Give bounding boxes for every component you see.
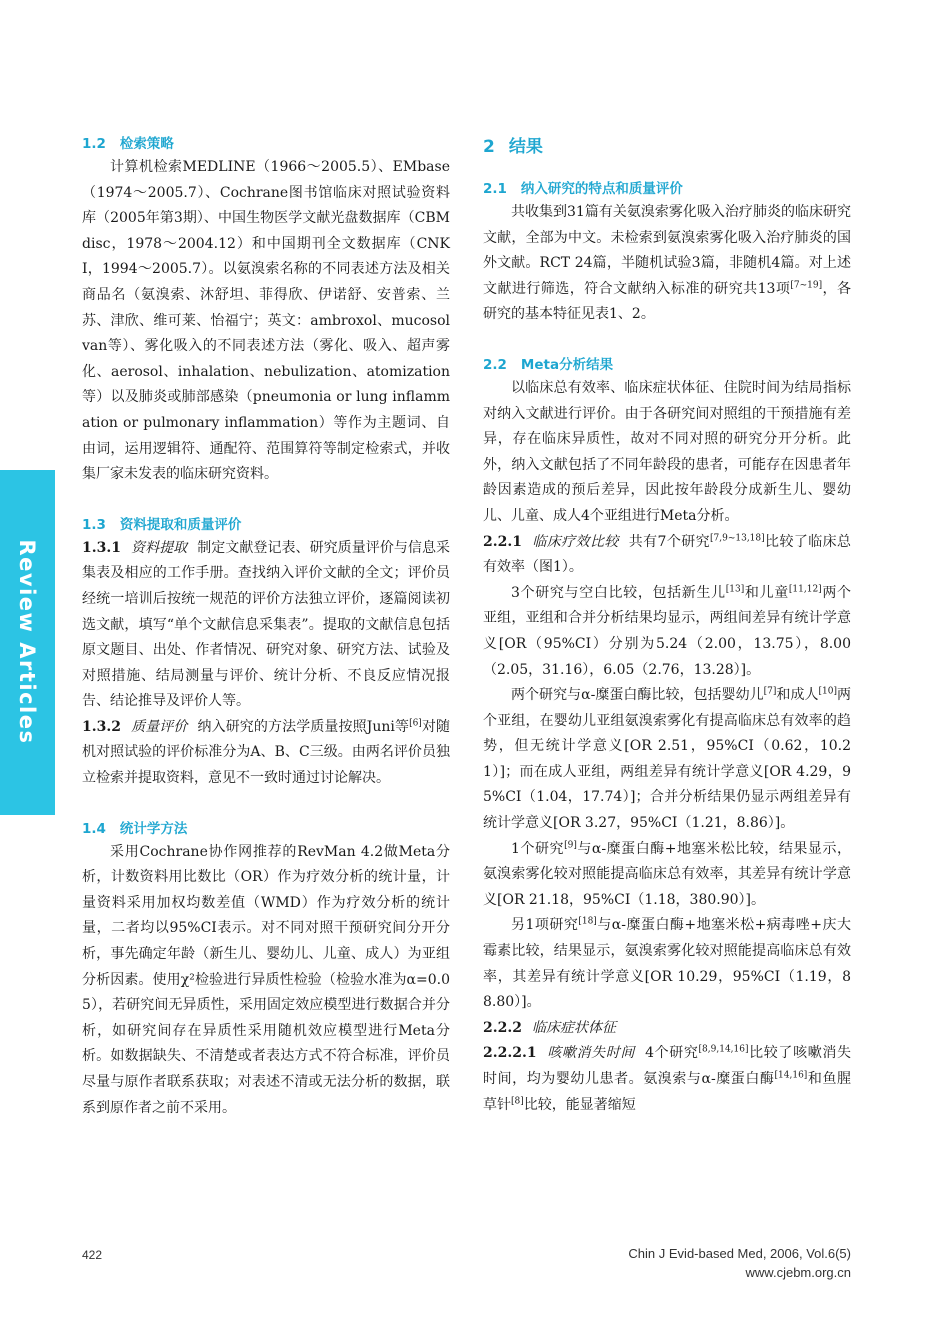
page-number: 422: [82, 1248, 103, 1262]
paragraph-clinical-efficacy: 2.2.1 临床疗效比较 共有7个研究[7,9~13,18]比较了临床总有效率（图1）。: [483, 532, 852, 576]
paragraph-vs-combination: 另1项研究[18]与α-糜蛋白酶+地塞米松+病毒唑+庆大霉素比较，结果显示，氨溴索雾化较对照能提高临床总有效率，其差异有统计学意义[OR 10.29，95%CI（1.19，88.80）]。: [483, 916, 851, 1011]
paragraph-meta-analysis: 以临床总有效率、临床症状体征、住院时间为结局指标对纳入文献进行评价。由于各研究间对照组的干预措施有差异，存在临床异质性，故对不同对照的研究分开分析。此外，纳入文献包括了不同年龄段的患者，可能存在因患者年龄因素造成的预后差异，因此按年龄段分成新生儿、婴幼儿、儿童、成人4个亚组进行Meta分析。: [483, 379, 851, 524]
heading-1-3: 1.3 资料提取和质量评价: [82, 516, 242, 533]
side-tab-label: Review Articles: [15, 539, 39, 745]
journal-citation: Chin J Evid-based Med, 2006, Vol.6(5): [628, 1246, 851, 1261]
paragraph-search-strategy: 计算机检索MEDLINE（1966～2005.5）、EMbase（1974～2005.7）、Cochrane图书馆临床对照试验资料库（2005年第3期）、中国生物医学文献光盘数据库（CBMdisc，1978～2004.12）和中国期刊全文数据库（CNKI，1994～2005.7）。以氨溴索名称的不同表述方法及相关商品名（氨溴索、沐舒坦、菲得欣、伊诺舒、安普索、兰苏、津欣、维可莱、怡福宁；英文：ambroxol、mucosolvan等）、雾化吸入的不同表述方法（雾化、吸入、超声雾化、aerosol、inhalation、nebulization、atomization等）以及肺炎或肺部感染（pneumonia or lung inflammation or pulmonary inflammation）等作为主题词、自由词，运用逻辑符、通配符、范围算符等制定检索式，并收集厂家未发表的临床研究资料。: [82, 159, 450, 483]
heading-1-2: 1.2 检索策略: [82, 136, 174, 152]
left-column: [82, 128, 450, 1121]
paragraph-vs-chymotrypsin-dexamethasone: 1个研究[9]与α-糜蛋白酶+地塞米松比较，结果显示，氨溴索雾化较对照能提高临床总有效率，其差异有统计学意义[OR 21.18，95%CI（1.18，380.90）]。: [483, 840, 851, 908]
heading-2-2-2: 2.2.2 临床症状体征: [483, 1019, 616, 1036]
paragraph-statistics: 采用Cochrane协作网推荐的RevMan 4.2做Meta分析，计数资料用比数比（OR）作为疗效分析的统计量，计量资料采用加权均数差值（WMD）作为疗效分析的统计量，二者均以95%CI表示。对不同对照干预研究间分开分析，事先确定年龄（新生儿、婴幼儿、儿童、成人）为亚组分析因素。使用χ²检验进行异质性检验（检验水准为α=0.05），若研究间无异质性，采用固定效应模型进行数据合并分析，如研究间存在异质性采用随机效应模型进行Meta分析。如数据缺失、不清楚或者表达方式不符合标准，评价员尽量与原作者联系获取；对表述不清或无法分析的数据，联系到原作者之前不采用。: [82, 843, 450, 1116]
paragraph-included-studies: 共收集到31篇有关氨溴索雾化吸入治疗肺炎的临床研究文献，全部为中文。未检索到氨溴索雾化吸入治疗肺炎的国外文献。RCT 24篇，半随机试验3篇，非随机4篇。对上述文献进行筛选，符合文献纳入标准的研究共13项[7~19]，各研究的基本特征见表1、2。: [483, 204, 851, 323]
journal-footer: [628, 1244, 851, 1282]
paragraph-vs-chymotrypsin: 两个研究与α-糜蛋白酶比较，包括婴幼儿[7]和成人[10]两个亚组，在婴幼儿亚组氨溴索雾化有提高临床总有效率的趋势，但无统计学意义[OR 2.51，95%CI（0.62，10.21）]；而在成人亚组，两组差异有统计学意义[OR 4.29，95%CI（1.04，17.74）]；合并分析结果仍显示两组差异有统计学意义[OR 3.27，95%CI（1.21，8.86）]。: [483, 686, 852, 832]
paragraph-vs-blank: 3个研究与空白比较，包括新生儿[13]和儿童[11,12]两个亚组，亚组和合并分析结果均显示，两组间差异有统计学意义[OR（95%CI）分别为5.24（2.00，13.75），8.00（2.05，31.16），6.05（2.76，13.28）]。: [483, 584, 852, 678]
paragraph-quality-assessment: 1.3.2 质量评价 纳入研究的方法学质量按照Juni等[6]对随机对照试验的评价标准分为A、B、C三级。由两名评价员独立检索并提取资料，意见不一致时通过讨论解决。: [82, 718, 451, 787]
section-side-tab: [0, 470, 55, 815]
paragraph-data-extraction: 1.3.1 资料提取 制定文献登记表、研究质量评价与信息采集表及相应的工作手册。查找纳入评价文献的全文；评价员经统一培训后按统一规范的评价方法独立评价，逐篇阅读初选文献，填写“单个文献信息采集表”。提取的文献信息包括原文题目、出处、作者情况、研究对象、研究方法、试验及对照措施、结局测量与评价、统计分析、不良反应情况报告、结论推导及评价人等。: [82, 539, 451, 710]
journal-website: www.cjebm.org.cn: [745, 1265, 851, 1280]
paragraph-cough-duration: 2.2.2.1 咳嗽消失时间 4个研究[8,9,14,16]比较了咳嗽消失时间，均为婴幼儿患者。氨溴索与α-糜蛋白酶[14,16]和鱼腥草针[8]比较，能显著缩短: [483, 1044, 852, 1113]
heading-2-1: 2.1 纳入研究的特点和质量评价: [483, 181, 683, 197]
heading-2-results: 2 结果: [483, 137, 543, 157]
right-column: [483, 128, 851, 1118]
heading-1-4: 1.4 统计学方法: [82, 820, 188, 837]
heading-2-2: 2.2 Meta分析结果: [483, 356, 614, 373]
